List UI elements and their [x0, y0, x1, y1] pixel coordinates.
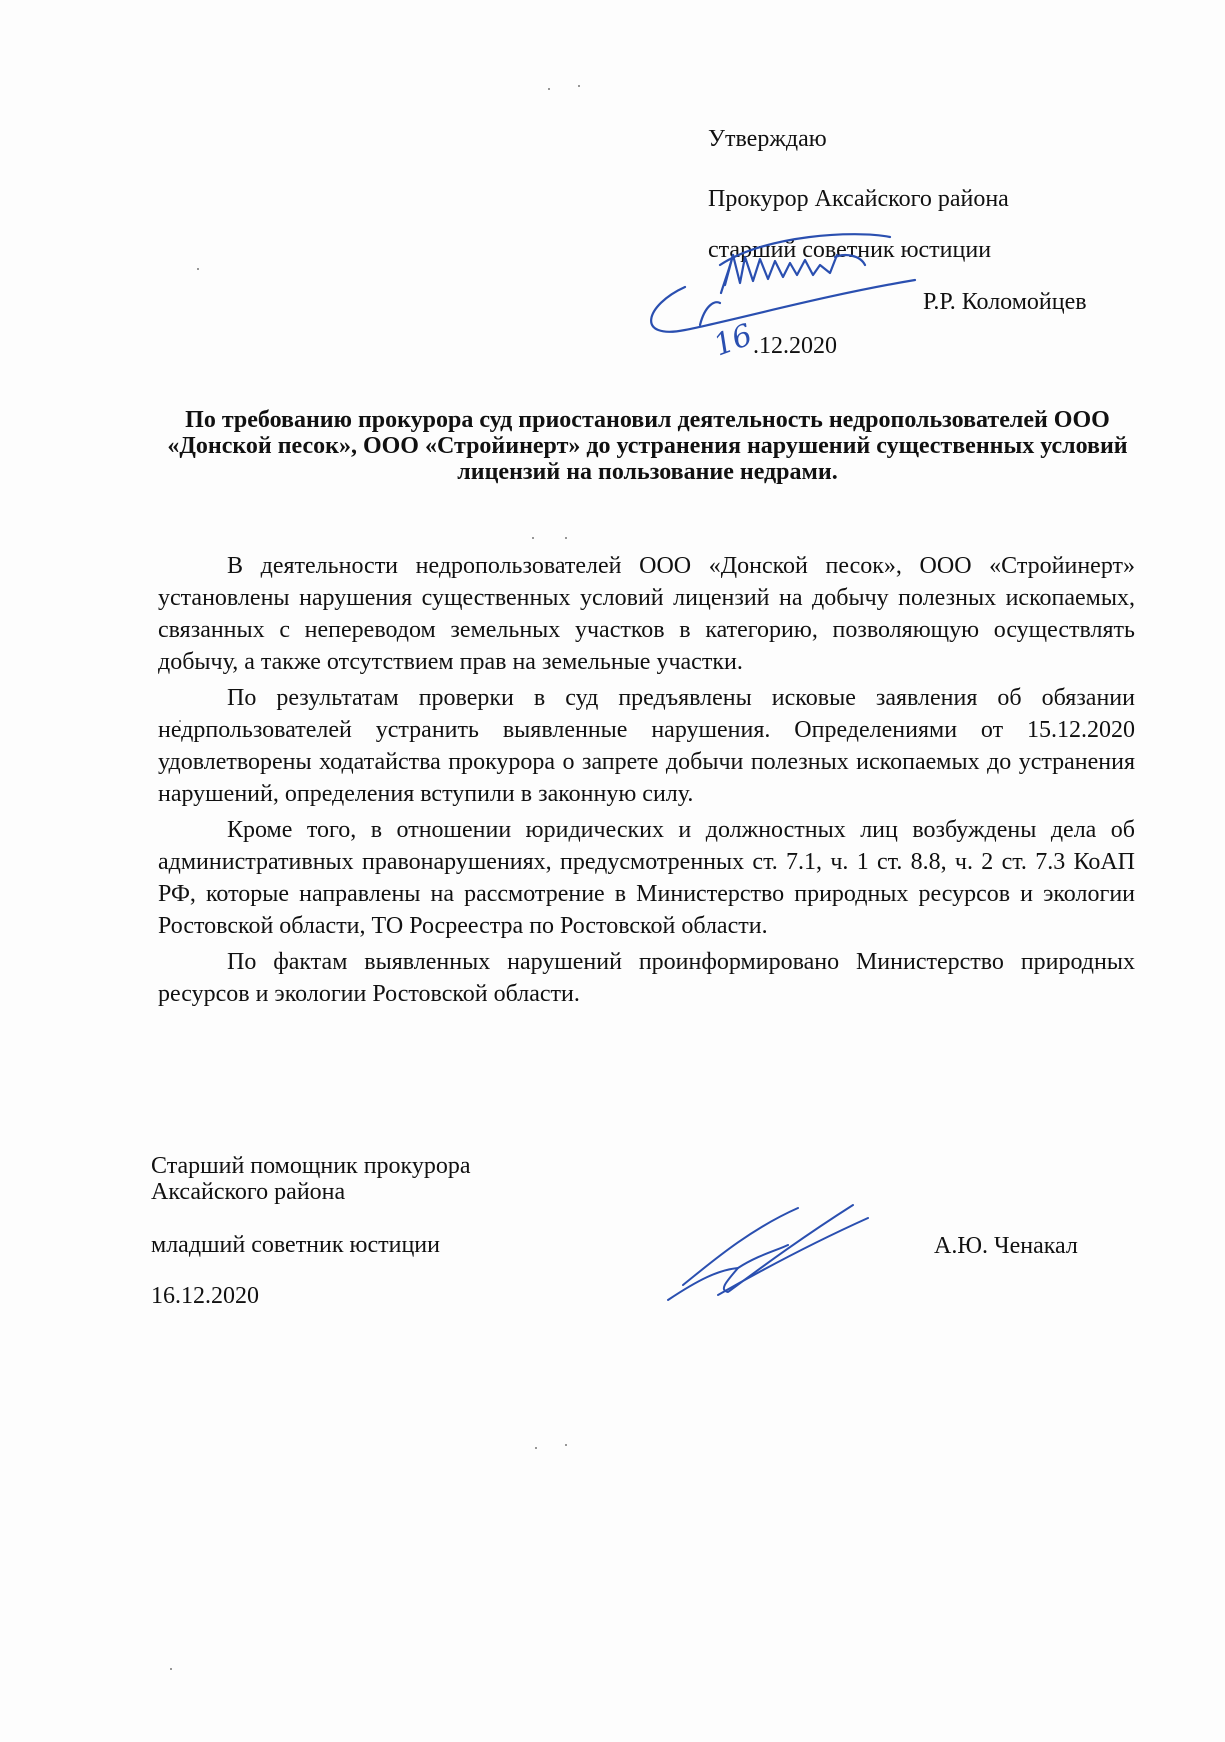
- approval-position: Прокурор Аксайского района: [708, 186, 1009, 212]
- approval-name: Р.Р. Коломойцев: [923, 289, 1087, 315]
- approval-date: .12.2020: [753, 333, 837, 359]
- approval-approve: Утверждаю: [708, 126, 827, 152]
- prosecutor-signature: [625, 225, 945, 365]
- paragraph: По фактам выявленных нарушений проинформировано Министерство природных ресурсов и экологии Ростовской области.: [158, 949, 1135, 1007]
- handwritten-day: 16: [709, 317, 757, 364]
- signer-position-line1: Старший помощник прокурора: [151, 1153, 471, 1179]
- signer-date: 16.12.2020: [151, 1283, 259, 1309]
- approval-rank: старший советник юстиции: [708, 237, 992, 263]
- paragraph: В деятельности недропользователей ООО «Донской песок», ООО «Стройинерт» установлены нарушения существенных условий лицензий на добычу полезных ископаемых, связанных с непереводом земельных участков в категорию, позволяющую осуществлять добычу, а также отсутствием прав на земельные участки.: [158, 553, 1135, 675]
- paragraph: Кроме того, в отношении юридических и должностных лиц возбуждены дела об административных правонарушениях, предусмотренных ст. 7.1, ч. 1 ст. 8.8, ч. 2 ст. 7.3 КоАП РФ, которые направлены на рассмотрение в Министерство природных ресурсов и экологии Ростовской области, ТО Росреестра по Ростовской области.: [158, 817, 1135, 939]
- signer-name: А.Ю. Ченакал: [934, 1233, 1078, 1259]
- assistant-signature: [658, 1200, 873, 1305]
- signer-position-line2: Аксайского района: [151, 1179, 346, 1205]
- paragraph: По результатам проверки в суд предъявлены исковые заявления об обязании недрпользователей устранить выявленные нарушения. Определениями от 15.12.2020 удовлетворены ходатайства прокурора о запрете добычи полезных ископаемых до устранения нарушений, определения вступили в законную силу.: [158, 685, 1135, 807]
- signer-block: [151, 1153, 471, 1309]
- document-title: По требованию прокурора суд приостановил деятельность недропользователей ООО «Донской песок», ООО «Стройинерт» до устранения нарушений существенных условий лицензий на пользование недрами.: [167, 407, 1128, 485]
- document-body: [158, 550, 1135, 1014]
- signer-rank: младший советник юстиции: [151, 1232, 440, 1258]
